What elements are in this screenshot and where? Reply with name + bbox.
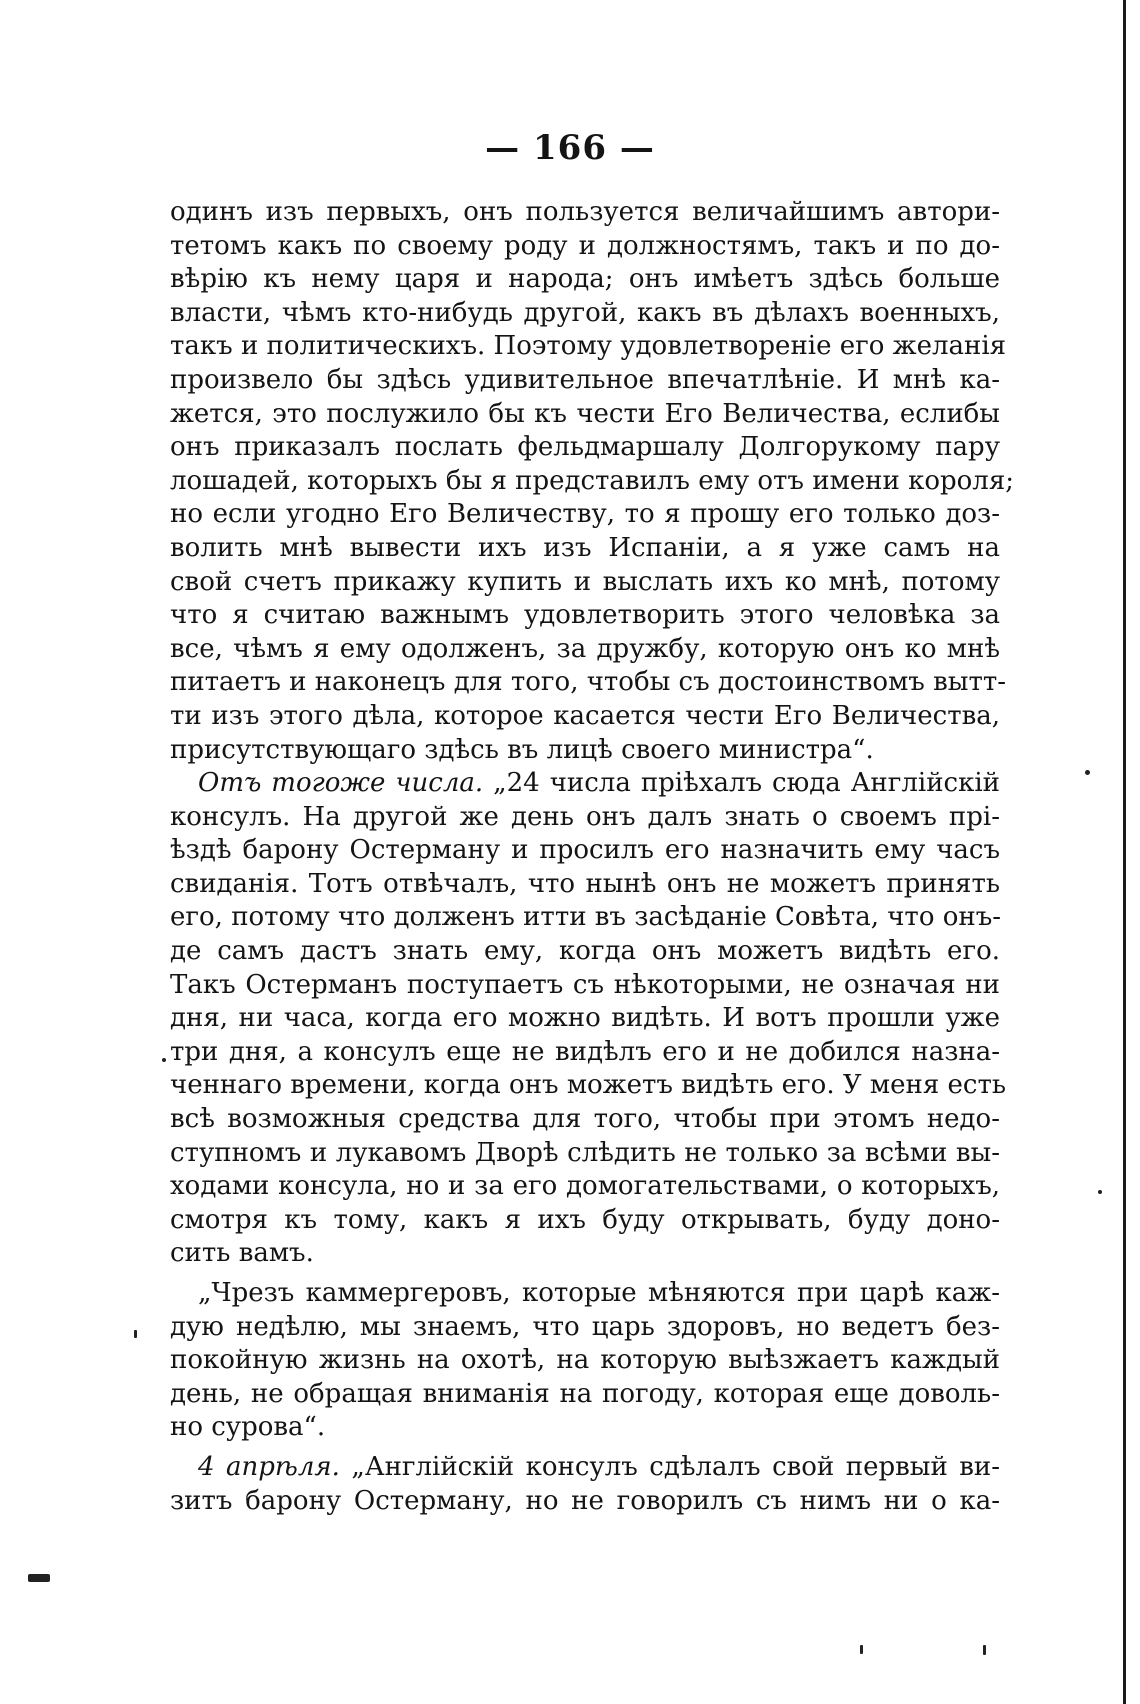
paragraph: [170, 1451, 1000, 1518]
text-line: „Чрезъ каммергеровъ, которые мѣняются при царѣ каж-: [198, 1278, 1000, 1308]
dateline: 4 апрѣля.: [198, 1451, 340, 1482]
scan-speck: [1085, 770, 1090, 775]
page-edge-line: [1123, 0, 1126, 1704]
text-line: но если угодно Его Величеству, то я прошу его только доз-: [170, 499, 1000, 530]
text-line: свой счетъ прикажу купить и выслать ихъ ко мнѣ, потому: [170, 566, 1000, 597]
text-line: покойную жизнь на охотѣ, на которую выѣзжаетъ каждый: [170, 1345, 1000, 1376]
dateline: Отъ тогоже числа.: [198, 768, 484, 799]
text-line: де самъ дастъ знать ему, когда онъ можетъ видѣть его.: [170, 936, 1000, 967]
text-line: жется, это послужило бы къ чести Его Величества, еслибы: [170, 398, 1000, 429]
text-line: [170, 767, 1000, 801]
text-line: онъ приказалъ послать фельдмаршалу Долгорукому пару: [170, 432, 1000, 463]
text-line-content: „Англійскій консулъ сдѣлалъ свой первый ви-: [351, 1451, 1001, 1482]
scan-speck: [983, 1645, 986, 1655]
text-line: что я считаю важнымъ удовлетворить этого человѣка за: [170, 600, 1000, 631]
text-line: лошадей, которыхъ бы я представилъ ему отъ имени короля;: [170, 465, 1014, 496]
text-line: три дня, а консулъ еще не видѣлъ его и не добился назна-: [170, 1036, 1000, 1067]
text-line: Такъ Остерманъ поступаетъ съ нѣкоторыми, не означая ни: [170, 969, 1000, 1000]
text-line: смотря къ тому, какъ я ихъ буду открывать, буду доно-: [170, 1204, 1000, 1235]
text-line: одинъ изъ первыхъ, онъ пользуется величайшимъ автори-: [170, 197, 1000, 227]
text-line: свиданія. Тотъ отвѣчалъ, что нынѣ онъ не можетъ принять: [170, 868, 1000, 899]
text-line: все, чѣмъ я ему одолженъ, за дружбу, которую онъ ко мнѣ: [170, 633, 1000, 664]
text-line: [170, 1451, 1000, 1485]
text-line: власти, чѣмъ кто-нибудь другой, какъ въ дѣлахъ военныхъ,: [170, 297, 1000, 328]
paragraph: [170, 1277, 1000, 1445]
scan-speck: [1098, 1190, 1102, 1194]
text-line: всѣ возможныя средства для того, чтобы при этомъ недо-: [170, 1104, 1000, 1135]
scan-speck: [162, 1058, 166, 1062]
text-line: присутствующаго здѣсь въ лицѣ своего министра“.: [170, 734, 874, 765]
text-line: но сурова“.: [170, 1412, 326, 1443]
scan-speck: [134, 1330, 137, 1338]
text-line: дня, ни часа, когда его можно видѣть. И вотъ прошли уже: [170, 1003, 1000, 1034]
text-line: консулъ. На другой же день онъ далъ знать о своемъ прі-: [170, 801, 1000, 832]
text-line: тетомъ какъ по своему роду и должностямъ, такъ и по до-: [170, 230, 1000, 261]
paragraph: [170, 196, 1014, 767]
text-line: его, потому что долженъ итти въ засѣданіе Совѣта, что онъ-: [170, 902, 1002, 933]
text-line: ступномъ и лукавомъ Дворѣ слѣдить не только за всѣми вы-: [170, 1137, 1000, 1168]
text-line: такъ и политическихъ. Поэтому удовлетвореніе его желанія: [170, 331, 1007, 362]
scan-speck: [28, 1574, 50, 1582]
text-line: волить мнѣ вывести ихъ изъ Испаніи, а я уже самъ на: [170, 532, 1000, 563]
text-line-content: „24 числа пріѣхалъ сюда Англійскій: [493, 768, 1001, 799]
page-number: — 166 —: [485, 128, 655, 168]
text-line: сить вамъ.: [170, 1238, 314, 1269]
text-line: ченнаго времени, когда онъ можетъ видѣть его. У меня есть: [170, 1070, 1006, 1101]
text-line: ходами консула, но и за его домогательствами, о которыхъ,: [170, 1171, 1000, 1202]
text-line: зитъ барону Остерману, но не говорилъ съ нимъ ни о ка-: [170, 1485, 1000, 1516]
text-line: питаетъ и наконецъ для того, чтобы съ достоинствомъ вытт-: [170, 667, 1006, 698]
text-line: ѣздѣ барону Остерману и просилъ его назначить ему часъ: [170, 835, 1000, 866]
text-line: произвело бы здѣсь удивительное впечатлѣніе. И мнѣ ка-: [170, 364, 1000, 395]
text-line: ти изъ этого дѣла, которое касается чести Его Величества,: [170, 700, 1000, 731]
scan-speck: [860, 1645, 863, 1654]
text-line: дую недѣлю, мы знаемъ, что царь здоровъ, но ведетъ без-: [170, 1311, 1000, 1342]
body-text: [170, 196, 1014, 1518]
text-line: вѣрію къ нему царя и народа; онъ имѣетъ здѣсь больше: [170, 264, 1000, 295]
text-line: день, не обращая вниманія на погоду, которая еще доволь-: [170, 1378, 1000, 1409]
paragraph: [170, 767, 1006, 1271]
